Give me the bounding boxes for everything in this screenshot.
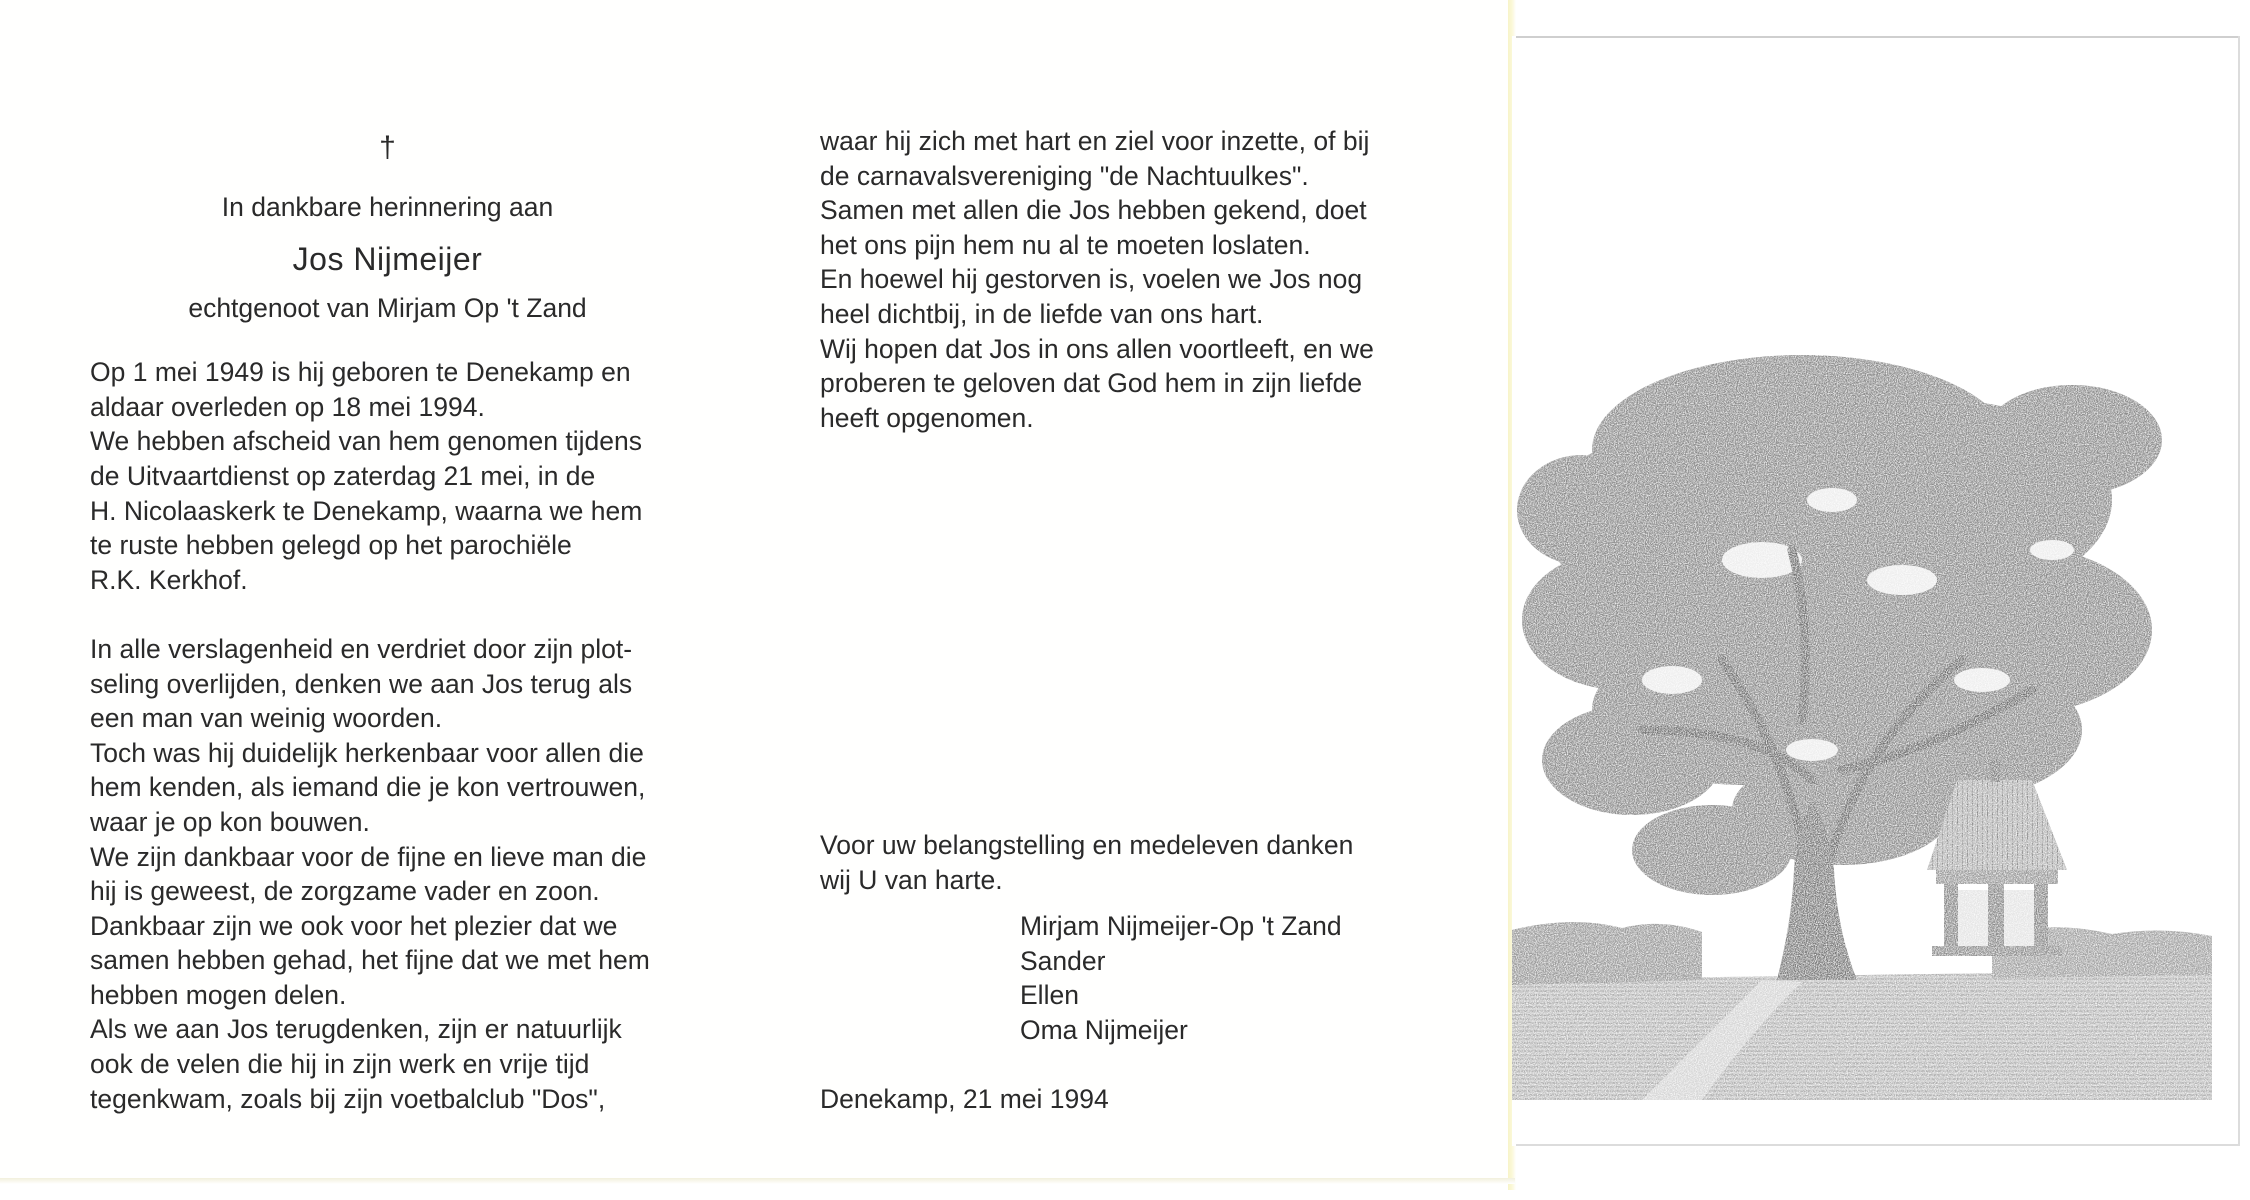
text-line: hebben mogen delen. <box>90 979 347 1010</box>
text-line: een man van weinig woorden. <box>90 703 443 734</box>
place-date: Denekamp, 21 mei 1994 <box>820 1083 1109 1114</box>
cross-icon: † <box>379 131 396 164</box>
text-line: tegenkwam, zoals bij zijn voetbalclub "Dos", <box>90 1083 606 1114</box>
text-line: In alle verslagenheid en verdriet door zijn plot- <box>90 633 633 664</box>
photo-frame <box>1516 36 2240 38</box>
text-line: samen hebben gehad, het fijne dat we met hem <box>90 945 650 976</box>
deceased-name: Jos Nijmeijer <box>292 240 483 277</box>
text-line: te ruste hebben gelegd op het parochiële <box>90 530 572 561</box>
text-line: We hebben afscheid van hem genomen tijdens <box>90 426 642 457</box>
photo-frame <box>1516 1144 2240 1146</box>
thanks-line: Voor uw belangstelling en medeleven danken <box>820 830 1354 860</box>
text-line: Dankbaar zijn we ook voor het plezier dat we <box>90 910 618 941</box>
text-line: heeft opgenomen. <box>820 402 1034 433</box>
text-line: waar hij zich met hart en ziel voor inzette, of bij <box>820 126 1370 156</box>
oak-tree-icon <box>1512 330 2212 1100</box>
text-line: ook de velen die hij in zijn werk en vrije tijd <box>90 1049 590 1080</box>
text-line: En hoewel hij gestorven is, voelen we Jos nog <box>820 264 1363 295</box>
text-line: aldaar overleden op 18 mei 1994. <box>90 391 485 422</box>
text-line: de Uitvaartdienst op zaterdag 21 mei, in de <box>90 460 596 491</box>
signature-name: Oma Nijmeijer <box>1020 1014 1188 1045</box>
text-line: het ons pijn hem nu al te moeten loslaten. <box>820 229 1311 260</box>
text-line: hem kenden, als iemand die je kon vertrouwen, <box>90 772 646 803</box>
signature-name: Sander <box>1020 945 1106 976</box>
signatures <box>820 909 1420 1047</box>
signature-name: Mirjam Nijmeijer-Op 't Zand <box>1020 911 1342 942</box>
text-line: heel dichtbij, in de liefde van ons hart. <box>820 298 1264 329</box>
card-edge-bottom <box>0 1178 1515 1184</box>
text-line: Wij hopen dat Jos in ons allen voortleeft, en we <box>820 333 1374 364</box>
right-column <box>820 124 1420 435</box>
text-line: H. Nicolaaskerk te Denekamp, waarna we hem <box>90 495 643 526</box>
text-line: R.K. Kerkhof. <box>90 564 248 595</box>
thanks-line: wij U van harte. <box>820 864 1003 895</box>
text-line: de carnavalsvereniging "de Nachtuulkes". <box>820 160 1309 191</box>
text-line: Op 1 mei 1949 is hij geboren te Denekamp en <box>90 357 631 388</box>
paragraph-gap <box>90 597 685 632</box>
signature-name: Ellen <box>1020 980 1079 1011</box>
text-line: Als we aan Jos terugdenken, zijn er natuurlijk <box>90 1014 622 1045</box>
left-column <box>90 128 685 1116</box>
text-line: We zijn dankbaar voor de fijne en lieve man die <box>90 841 647 872</box>
spouse-line: echtgenoot van Mirjam Op 't Zand <box>188 292 587 323</box>
thanks-block <box>820 828 1420 1116</box>
text-line: waar je op kon bouwen. <box>90 806 370 837</box>
text-line: proberen te geloven dat God hem in zijn liefde <box>820 368 1363 399</box>
text-line: Samen met allen die Jos hebben gekend, doet <box>820 195 1367 226</box>
intro-text: In dankbare herinnering aan <box>221 192 554 222</box>
text-line: hij is geweest, de zorgzame vader en zoon. <box>90 876 600 907</box>
text-line: seling overlijden, denken we aan Jos terug als <box>90 668 633 699</box>
photo-frame <box>2238 36 2240 1146</box>
text-line: Toch was hij duidelijk herkenbaar voor allen die <box>90 737 644 768</box>
